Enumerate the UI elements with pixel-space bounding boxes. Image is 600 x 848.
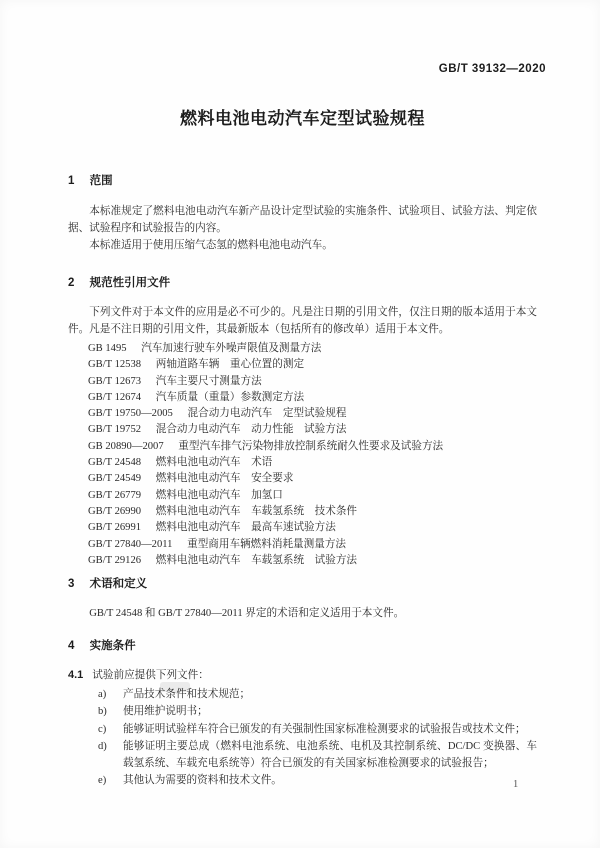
list-item bbox=[68, 686, 537, 703]
reference-title: 燃料电池电动汽车 术语 bbox=[155, 457, 273, 469]
reference-code: GB/T 26991 bbox=[88, 522, 142, 534]
reference-code: GB 1495 bbox=[88, 343, 127, 354]
list-item bbox=[68, 721, 537, 738]
list-item-text: 其他认为需要的资料和技术文件。 bbox=[123, 775, 282, 787]
reference-entry bbox=[68, 471, 537, 487]
section-scope-heading bbox=[68, 174, 537, 189]
reference-code: GB/T 12673 bbox=[88, 375, 142, 387]
reference-title: 燃料电池电动汽车 车载氢系统 技术条件 bbox=[155, 505, 358, 517]
list-item bbox=[68, 703, 537, 720]
reference-entry bbox=[68, 520, 537, 536]
list-item-text: 使用维护说明书； bbox=[123, 706, 208, 718]
section-title: 规范性引用文件 bbox=[89, 277, 171, 289]
reference-title: 燃料电池电动汽车 安全要求 bbox=[155, 473, 294, 485]
reference-title: 汽车质量（重量）参数测定方法 bbox=[155, 391, 305, 403]
conditions-item-list bbox=[68, 686, 537, 789]
list-item bbox=[68, 738, 537, 772]
section-number: 2 bbox=[68, 277, 75, 289]
reference-title: 燃料电池电动汽车 最高车速试验方法 bbox=[155, 522, 336, 534]
clause-4-1 bbox=[68, 667, 537, 684]
reference-entry bbox=[68, 455, 537, 471]
section-conditions bbox=[68, 639, 537, 789]
reference-code: GB/T 26990 bbox=[88, 505, 142, 517]
reference-title: 两轴道路车辆 重心位置的测定 bbox=[155, 359, 305, 371]
list-item bbox=[68, 772, 537, 789]
reference-entry bbox=[68, 422, 537, 438]
list-item-label: c) bbox=[98, 723, 107, 735]
list-item-label: d) bbox=[98, 740, 107, 752]
list-item-label: a) bbox=[98, 689, 107, 701]
section-normative-references bbox=[68, 276, 537, 569]
reference-entry bbox=[68, 390, 537, 406]
scope-paragraph: 本标准规定了燃料电池电动汽车新产品设计定型试验的实施条件、试验项目、试验方法、判定依据、试验程序和试验报告的内容。 bbox=[68, 206, 537, 234]
reference-title: 汽车加速行驶车外噪声限值及测量方法 bbox=[141, 343, 322, 354]
reference-entry bbox=[68, 553, 537, 569]
reference-entry bbox=[68, 406, 537, 422]
standard-code: GB/T 39132—2020 bbox=[438, 63, 546, 75]
reference-code: GB/T 19750—2005 bbox=[88, 408, 173, 420]
section-references-heading bbox=[68, 276, 537, 291]
list-item-label: e) bbox=[98, 775, 107, 787]
reference-entry bbox=[68, 439, 537, 455]
reference-title: 汽车主要尺寸测量方法 bbox=[155, 375, 262, 387]
document-title: 燃料电池电动汽车定型试验规程 bbox=[180, 109, 425, 128]
reference-code: GB/T 19752 bbox=[88, 424, 142, 436]
section-number: 1 bbox=[68, 175, 75, 187]
reference-title: 燃料电池电动汽车 加氢口 bbox=[155, 489, 283, 501]
reference-entry bbox=[68, 357, 537, 373]
list-item-text: 产品技术条件和技术规范； bbox=[123, 689, 251, 701]
section-terms bbox=[68, 577, 537, 622]
terms-paragraph: GB/T 24548 和 GB/T 27840—2011 界定的术语和定义适用于本文件。 bbox=[89, 608, 405, 620]
clause-number: 4.1 bbox=[68, 669, 84, 682]
reference-list bbox=[68, 341, 537, 569]
references-intro: 下列文件对于本文件的应用是必不可少的。凡是注日期的引用文件，仅注日期的版本适用于本文件。凡是不注日期的引用文件，其最新版本（包括所有的修改单）适用于本文件。 bbox=[68, 307, 537, 335]
page-number: 1 bbox=[513, 779, 519, 790]
list-item-label: b) bbox=[98, 706, 107, 718]
reference-title: 混合动力电动汽车 动力性能 试验方法 bbox=[155, 424, 347, 436]
section-title: 术语和定义 bbox=[89, 578, 148, 591]
reference-title: 重型商用车辆燃料消耗量测量方法 bbox=[187, 538, 347, 550]
reference-code: GB/T 12674 bbox=[88, 391, 142, 403]
reference-entry bbox=[68, 488, 537, 504]
section-terms-heading bbox=[68, 577, 537, 592]
reference-title: 燃料电池电动汽车 车载氢系统 试验方法 bbox=[155, 554, 358, 566]
reference-title: 混合动力电动汽车 定型试验规程 bbox=[187, 408, 347, 420]
scope-paragraph: 本标准适用于使用压缩气态氢的燃料电池电动汽车。 bbox=[89, 240, 333, 251]
list-item-text: 能够证明主要总成（燃料电池系统、电池系统、电机及其控制系统、DC/DC 变换器、车载氢系统、车载充电系统等）符合已颁发的有关国家标准检测要求的试验报告； bbox=[123, 740, 537, 769]
clause-text: 试验前应提供下列文件： bbox=[92, 670, 209, 682]
list-item-text: 能够证明试验样车符合已颁发的有关强制性国家标准检测要求的试验报告或技术文件； bbox=[123, 723, 526, 735]
section-scope bbox=[68, 174, 537, 254]
reference-code: GB 20890—2007 bbox=[88, 440, 164, 452]
running-header bbox=[77, 62, 546, 77]
section-title: 范围 bbox=[89, 175, 113, 187]
reference-code: GB/T 27840—2011 bbox=[88, 538, 173, 550]
section-conditions-heading bbox=[68, 639, 537, 654]
reference-entry bbox=[68, 374, 537, 390]
section-number: 3 bbox=[68, 578, 75, 591]
reference-code: GB/T 24549 bbox=[88, 473, 142, 485]
reference-entry bbox=[68, 537, 537, 553]
reference-entry bbox=[68, 504, 537, 520]
reference-title: 重型汽车排气污染物排放控制系统耐久性要求及试验方法 bbox=[178, 440, 444, 452]
reference-code: GB/T 26779 bbox=[88, 489, 142, 501]
section-title: 实施条件 bbox=[89, 640, 136, 653]
reference-code: GB/T 24548 bbox=[88, 457, 142, 469]
reference-code: GB/T 29126 bbox=[88, 554, 142, 566]
section-number: 4 bbox=[68, 640, 75, 653]
reference-entry bbox=[68, 341, 537, 357]
reference-code: GB/T 12538 bbox=[88, 359, 142, 371]
